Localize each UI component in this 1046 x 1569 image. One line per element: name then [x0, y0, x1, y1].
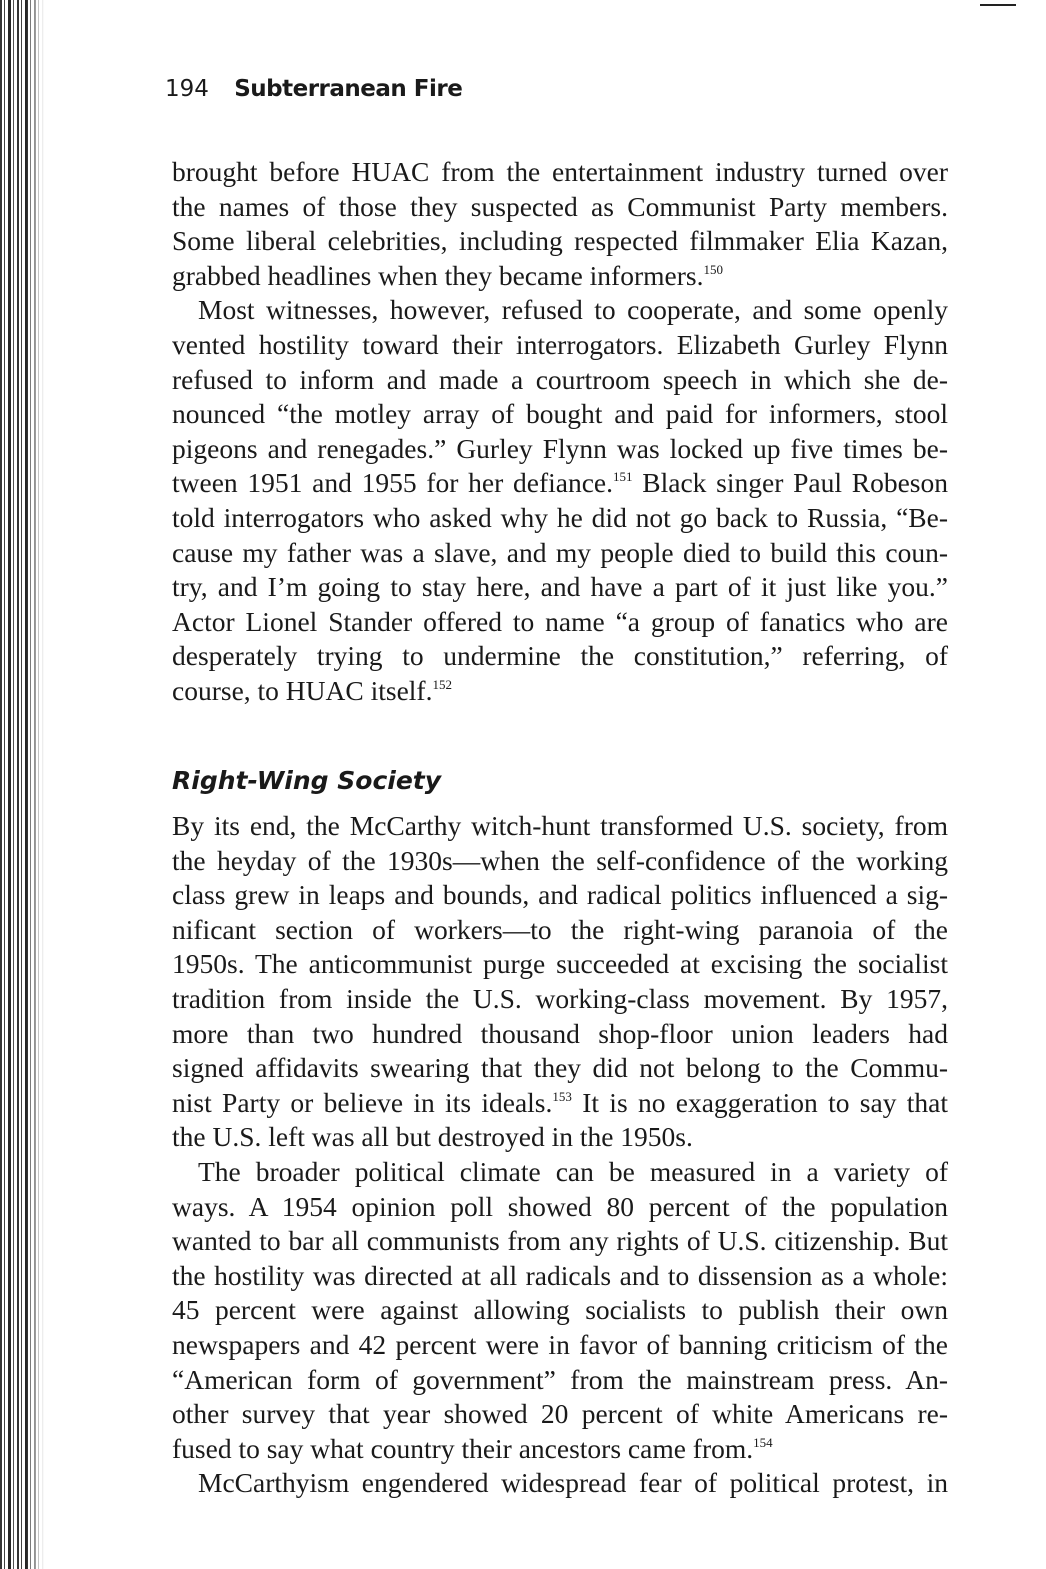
line-text: Actor Lionel Stander offered to name “a group of fanatics who are	[172, 605, 948, 637]
text-line	[172, 328, 948, 363]
text-line	[172, 1017, 948, 1052]
line-text: class grew in leaps and bounds, and radical politics influenced a sig-	[172, 879, 948, 911]
line-text: more than two hundred thousand shop-floor union leaders had	[172, 1017, 948, 1049]
text-line	[172, 259, 948, 294]
line-text: desperately trying to undermine the constitution,” referring, of	[172, 640, 948, 672]
line-text: cause my father was a slave, and my people died to build this coun-	[172, 536, 948, 568]
line-text: The broader political climate can be measured in a variety of	[198, 1155, 948, 1187]
text-line	[172, 913, 948, 948]
text-line	[172, 190, 948, 225]
text-line	[172, 536, 948, 571]
paragraph	[172, 1466, 948, 1501]
footnote-marker: 153	[552, 1088, 572, 1104]
line-text: brought before HUAC from the entertainment industry turned over	[172, 156, 948, 187]
text-line	[172, 1466, 948, 1501]
footnote-marker: 150	[703, 261, 723, 277]
text-line	[172, 982, 948, 1017]
line-text: try, and I’m going to stay here, and have a part of it just like you.”	[172, 571, 948, 603]
line-text: the names of those they suspected as Communist Party members.	[172, 190, 948, 222]
text-line	[172, 1155, 948, 1190]
line-text: pigeons and renegades.” Gurley Flynn was locked up five times be-	[172, 432, 948, 464]
text-line	[172, 878, 948, 913]
text-line	[172, 844, 948, 879]
footnote-marker: 152	[432, 676, 452, 692]
line-text: nounced “the motley array of bought and paid for informers, stool	[172, 398, 948, 430]
scan-binding-shadow	[0, 0, 44, 1569]
text-line	[172, 639, 948, 674]
line-text: Some liberal celebrities, including respected filmmaker Elia Kazan,	[172, 225, 948, 257]
text-line	[172, 466, 948, 501]
line-text: ways. A 1954 opinion poll showed 80 percent of the population	[172, 1190, 948, 1222]
line-text: newspapers and 42 percent were in favor of banning criticism of the	[172, 1328, 948, 1360]
line-text: It is no exaggeration to say that	[571, 1086, 949, 1118]
line-text: 1950s. The anticommunist purge succeeded at excising the socialist	[172, 948, 948, 980]
line-text: signed affidavits swearing that they did not belong to the Commu-	[172, 1052, 948, 1084]
paragraph	[172, 293, 948, 708]
line-text: Most witnesses, however, refused to cooperate, and some openly	[198, 294, 948, 326]
footnote-marker: 154	[753, 1434, 773, 1450]
text-line	[172, 1293, 948, 1328]
text-line	[172, 293, 948, 328]
footnote-marker: 151	[613, 469, 633, 485]
line-text: other survey that year showed 20 percent of white Americans re-	[172, 1398, 948, 1430]
text-line	[172, 1397, 948, 1432]
scan-edge-mark	[980, 4, 1016, 6]
line-text: “American form of government” from the mainstream press. An-	[172, 1363, 948, 1395]
line-text: McCarthyism engendered widespread fear of political protest, in	[198, 1467, 948, 1499]
line-text: vented hostility toward their interrogators. Elizabeth Gurley Flynn	[172, 328, 948, 360]
line-text: tween 1951 and 1955 for her defiance.	[172, 467, 614, 499]
text-line	[172, 1224, 948, 1259]
text-line	[172, 809, 948, 844]
text-line	[172, 432, 948, 467]
line-text: nist Party or believe in its ideals.	[172, 1086, 553, 1118]
line-text: fused to say what country their ancestors came from.	[172, 1432, 754, 1464]
section-heading: Right-Wing Society	[172, 766, 442, 795]
line-text: grabbed headlines when they became informers.	[172, 259, 704, 291]
text-line	[172, 1259, 948, 1294]
text-line	[172, 397, 948, 432]
line-text: 45 percent were against allowing socialists to publish their own	[172, 1294, 948, 1326]
text-line	[172, 1086, 948, 1121]
line-text: the U.S. left was all but destroyed in the 1950s.	[172, 1121, 693, 1153]
text-line	[172, 501, 948, 536]
paragraph	[172, 809, 948, 1155]
text-line	[172, 1432, 948, 1467]
paragraph	[172, 155, 948, 293]
book-title: Subterranean Fire	[234, 76, 463, 102]
line-text: By its end, the McCarthy witch-hunt transformed U.S. society, from	[172, 810, 948, 841]
line-text: nificant section of workers—to the right-wing paranoia of the	[172, 913, 948, 945]
line-text: the hostility was directed at all radicals and to dissension as a whole:	[172, 1259, 948, 1291]
text-line	[172, 1363, 948, 1398]
text-line	[172, 674, 948, 709]
text-line	[172, 947, 948, 982]
text-line	[172, 224, 948, 259]
page-number: 194	[165, 76, 209, 102]
text-line	[172, 1328, 948, 1363]
running-header	[165, 76, 462, 102]
paragraph	[172, 1155, 948, 1466]
text-line	[172, 363, 948, 398]
line-text: told interrogators who asked why he did not go back to Russia, “Be-	[172, 501, 948, 533]
line-text: refused to inform and made a courtroom speech in which she de-	[172, 363, 948, 395]
section-body-2	[172, 809, 948, 1501]
line-text: the heyday of the 1930s—when the self-confidence of the working	[172, 844, 948, 876]
line-text: wanted to bar all communists from any rights of U.S. citizenship. But	[172, 1225, 948, 1257]
text-line	[172, 1120, 948, 1155]
text-line	[172, 570, 948, 605]
line-text: Black singer Paul Robeson	[632, 467, 948, 499]
text-line	[172, 155, 948, 190]
section-body-1	[172, 155, 948, 709]
text-line	[172, 605, 948, 640]
line-text: course, to HUAC itself.	[172, 674, 433, 706]
text-line	[172, 1051, 948, 1086]
line-text: tradition from inside the U.S. working-class movement. By 1957,	[172, 982, 948, 1014]
text-line	[172, 1190, 948, 1225]
